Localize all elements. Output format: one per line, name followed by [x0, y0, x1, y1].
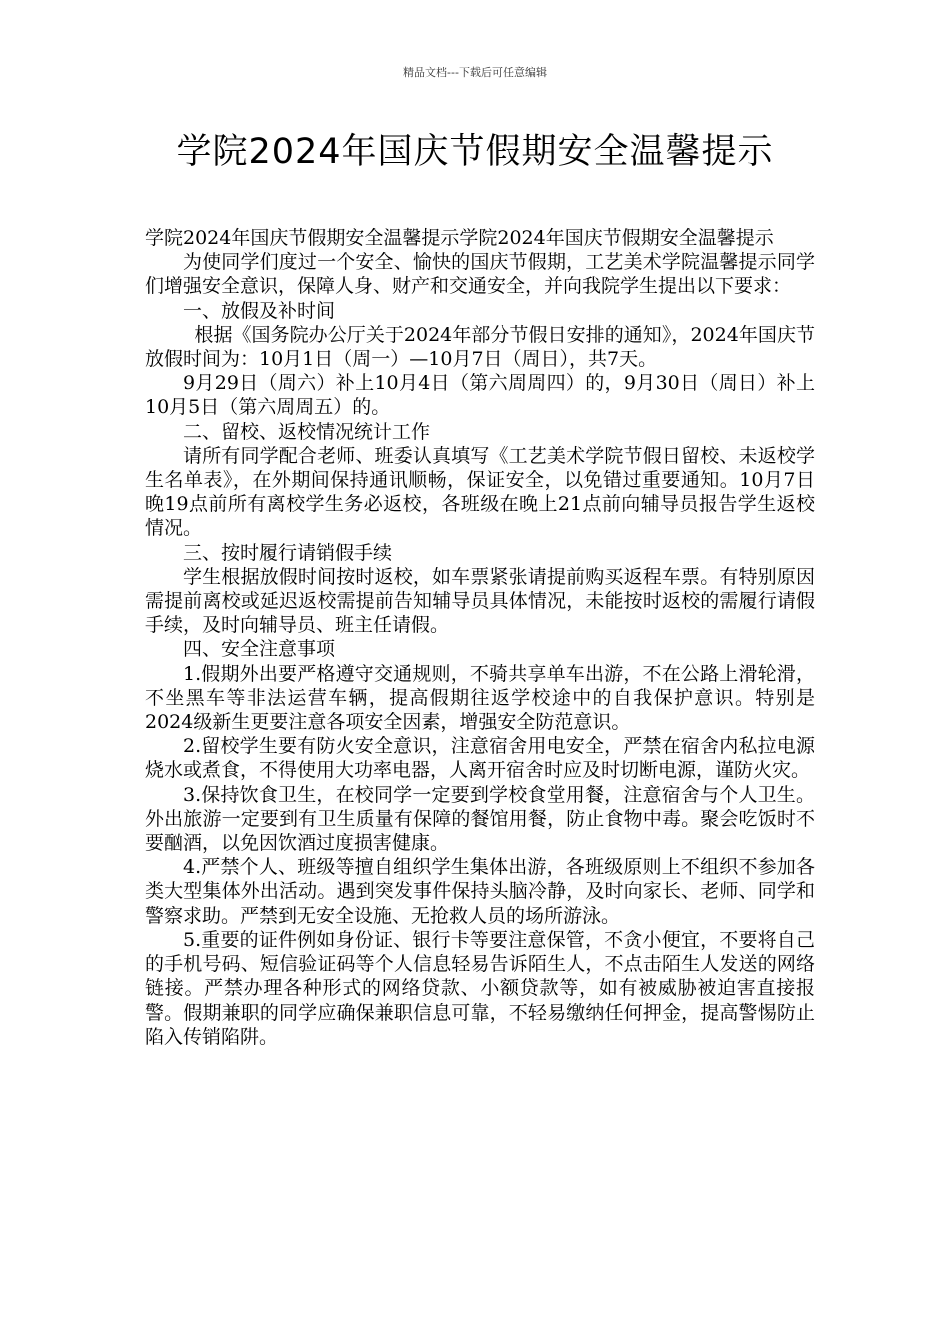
section-heading-holiday-time: 一、放假及补时间 [183, 299, 336, 322]
safety-item-1: 1.假期外出要严格遵守交通规则，不骑共享单车出游，不在公路上滑轮滑，不坐黑车等非法运营车辆，提高假期往返学校途中的自我保护意识。特别是2024级新生更要注意各项安全因素，增强安全防范意识。 [145, 662, 815, 734]
leave-procedure-paragraph: 学生根据放假时间按时返校，如车票紧张请提前购买返程车票。有特别原因需提前离校或延迟返校需提前告知辅导员具体情况，未能按时返校的需履行请假手续，及时向辅导员、班主任请假。 [145, 565, 815, 637]
document-title: 学院2024年国庆节假期安全温馨提示 [176, 132, 774, 172]
header-note: 精品文档---下载后可任意编辑 [403, 66, 547, 79]
section-heading-safety: 四、安全注意事项 [183, 638, 336, 661]
makeup-day-paragraph: 9月29日（周六）补上10月4日（第六周周四）的，9月30日（周日）补上10月5日（第六周周五）的。 [145, 372, 815, 419]
intro-heading-paragraph: 学院2024年国庆节假期安全温馨提示学院2024年国庆节假期安全温馨提示 [145, 227, 774, 249]
intro-paragraph: 为使同学们度过一个安全、愉快的国庆节假期，工艺美术学院温馨提示同学们增强安全意识，保障人身、财产和交通安全，并向我院学生提出以下要求： [145, 251, 815, 298]
safety-item-3: 3.保持饮食卫生，在校同学一定要到学校食堂用餐，注意宿舍与个人卫生。外出旅游一定要到有卫生质量有保障的餐馆用餐，防止食物中毒。聚会吃饭时不要酗酒，以免因饮酒过度损害健康。 [145, 783, 815, 855]
document-body [145, 226, 815, 1049]
stay-return-paragraph: 请所有同学配合老师、班委认真填写《工艺美术学院节假日留校、未返校学生名单表》，在外期间保持通讯顺畅，保证安全，以免错过重要通知。10月7日晚19点前所有离校学生务必返校，各班级在晚上21点前向辅导员报告学生返校情况。 [145, 444, 815, 540]
section-heading-leave-procedure: 三、按时履行请销假手续 [183, 541, 393, 564]
holiday-notice-paragraph: 根据《国务院办公厅关于2024年部分节假日安排的通知》，2024年国庆节放假时间为：10月1日（周一）—10月7日（周日），共7天。 [145, 323, 815, 371]
safety-item-2: 2.留校学生要有防火安全意识，注意宿舍用电安全，严禁在宿舍内私拉电源烧水或煮食，不得使用大功率电器，人离开宿舍时应及时切断电源，谨防火灾。 [145, 735, 815, 782]
section-heading-stay-return: 二、留校、返校情况统计工作 [183, 420, 431, 443]
safety-item-5: 5.重要的证件例如身份证、银行卡等要注意保管，不贪小便宜，不要将自己的手机号码、短信验证码等个人信息轻易告诉陌生人，不点击陌生人发送的网络链接。严禁办理各种形式的网络贷款、小额贷款等，如有被威胁被迫害直接报警。假期兼职的同学应确保兼职信息可靠，不轻易缴纳任何押金，提高警惕防止陷入传销陷阱。 [145, 928, 815, 1048]
safety-item-4: 4.严禁个人、班级等擅自组织学生集体出游，各班级原则上不组织不参加各类大型集体外出活动。遇到突发事件保持头脑冷静，及时向家长、老师、同学和警察求助。严禁到无安全设施、无抢救人员的场所游泳。 [145, 856, 815, 927]
